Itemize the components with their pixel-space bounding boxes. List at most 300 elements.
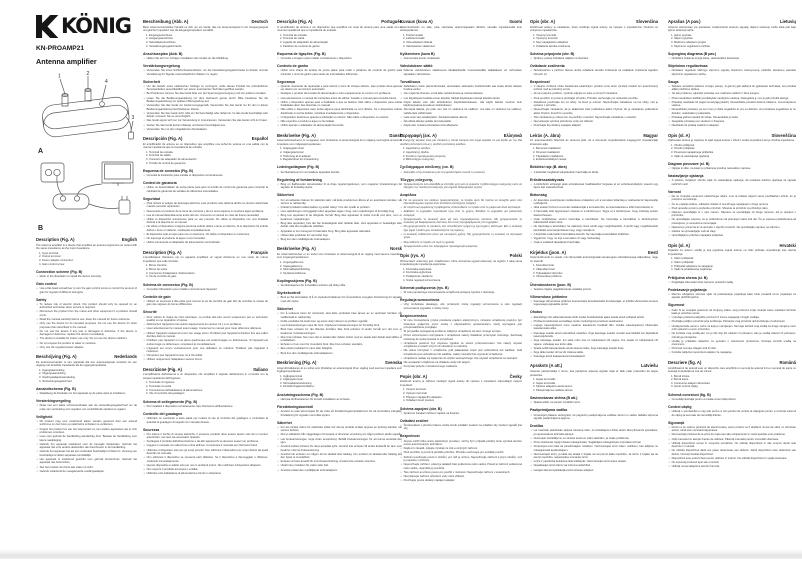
numbered-item: 1. Vhodni priključek — [674, 144, 796, 148]
subsection-heading: Schéma de connexion (Fig. B) — [143, 282, 193, 287]
subsection-heading: Segurança — [277, 79, 295, 84]
output-terminal-drawing — [85, 88, 91, 101]
section-title: Description (Fig. A) — [143, 249, 182, 255]
bullet-item: • Siekiant sumažinti elektros smūgio pavojų, šį gaminį gali atidaryti tik įgaliotasis technikas, kai prireikia atlikti priežiūros darbus. — [668, 85, 796, 92]
bullet-item: • Kasutage seadet ainult ettenähtud otstarbel. Ärge kasutage seadet muudel eesmärkidel kui kirjeldatud kasutusjuhendis. — [530, 332, 658, 339]
section-intro: Az antennaerősítő felerősíti az antenna jelét, és a bemeneti impedanciával megegyező impedanciájú kimenetre adja. — [530, 139, 658, 146]
bullet-item: • Apparatet er kun beregnet til indendørs brug. Brug ikke apparatet udendørs. — [277, 230, 402, 233]
section-intro: Antenneforstærkeren er et apparat, som forstærker et antennesignal til en udgang med signal af samme impedans som indgangsimpedansen. — [277, 139, 402, 146]
subsection-heading: Ühendusskeem (joon. B) — [530, 282, 572, 287]
language-section — [668, 360, 796, 469]
bullet-item: • Urządzenie powinno być używane zgodnie ze swoim przeznaczeniem. Nie należy używać urządzenia w celach innych niż określono w instrukcji. — [400, 342, 522, 349]
numbered-item: 4. Ovládacia skrutka zosilnenia — [536, 45, 658, 49]
section-title: Beschreibung (Abb. A) — [143, 19, 189, 24]
bullet-list — [530, 171, 658, 174]
bullet-item: • Před použitím si pozorně přečtěte příručku. Příručku uschovejte pro pozdější použití. — [400, 451, 522, 454]
bullet-item: • Lisez attentivement le manuel avant usage. Conservez le manuel pour toute référence ultérieure. — [143, 327, 268, 330]
subsection-heading: Biztonság — [530, 193, 547, 198]
bullet-item: • Seadme õigeks paigaldamiseks vaadake joonist. — [530, 288, 658, 291]
section-intro: Antennivahvistin on laite, joka vahvistaa antennisignaalin lähtöön samalla impedanssilla kuin tuloimpedanssi. — [400, 25, 522, 33]
bullet-list — [36, 404, 137, 411]
language-section — [400, 19, 522, 128]
bullet-list — [36, 392, 137, 395]
numbered-item: 3. Povezava napajalnega priključka — [674, 151, 796, 155]
subsection-heading: Styrkekontroll — [277, 291, 301, 296]
bullet-list — [400, 171, 522, 174]
numbered-part-list — [400, 388, 522, 403]
numbered-item: 1. Końcówka wejściowa — [406, 268, 522, 272]
bullet-list — [277, 183, 402, 190]
numbered-item: 4. Parafuso de controlo de ganho — [283, 45, 402, 49]
bullet-item: • Utilizzare solo l'adattatore di alimentazione fornito in dotazione. — [143, 472, 268, 475]
numbered-item: 4. Styrkekontrollskrue — [283, 272, 402, 276]
section-intro: Zosilňovač antény je zariadenie, ktoré zosilňuje signál antény na výstupe s impedanciou zhodnou so vstupnou impedanciou. — [530, 25, 658, 33]
bullet-item: • Norėdami tinkamai įrengti įtaisą, vadovaukitės iliustracija. — [668, 57, 796, 60]
figure-a-label: A — [38, 148, 44, 155]
bullet-item: • Brug ikke apparatet, hvis det har beskadigede eller defekte dele. Hvis apparatet er beskadiget eller defekt, skal det omgående udskiftes. — [277, 222, 402, 229]
bullet-item: • Lea el manual detenidamente antes del uso. Conserve el manual en caso de futura necesidad. — [143, 214, 268, 217]
section-header — [143, 250, 268, 255]
numbered-item: 4. Pastiprinājuma vadības skrūve — [536, 389, 658, 393]
bullet-item: • Læs vejledningen omhyggeligt inden apparatet tages i brug. Gem vejledningen til fremtidig brug. — [277, 210, 402, 213]
bullet-item: • Älä käytä laitetta, jos jokin sen osa on vioittunut tai viallinen. Jos laite on vioittunut tai viallinen, vaihda laite välittömästi. — [400, 108, 522, 115]
numbered-item: 4. Şurub control câştig — [674, 385, 796, 389]
language-section — [400, 253, 522, 369]
bullet-list — [400, 183, 522, 190]
section-title: Leírás (A. ábra) — [530, 132, 561, 138]
bullet-item: • Dra ut nätkabeln från vägguttaget och koppla ur all annan utrustning om något problem skulle uppstå. — [277, 433, 402, 436]
numbered-item: 3. Tápadapter csatlakozó — [536, 155, 658, 159]
bullet-list — [668, 195, 796, 238]
figure-a-drawing — [36, 71, 137, 147]
section-title: Kirjeldus (joon. A) — [530, 249, 566, 255]
bullet-list — [277, 199, 402, 242]
bullet-item: • Διαβάστε το εγχειρίδιο προσεκτικά πριν από τη χρήση. Φυλάξτε το εγχειρίδιο για μελλοντική αναφορά. — [400, 210, 522, 217]
bullet-item: • Utilizzare un cacciavite a testa piatta per ruotare la vite di controllo del guadagno e controllare la quantità di guadagno di segnali con intensità diverse. — [143, 417, 268, 424]
subsection-heading: Pastiprinājuma vadība — [530, 408, 568, 413]
language-section — [668, 133, 796, 238]
bullet-item: • Skatiet attēlu, lai pareizi uzstādītu ierīci. — [530, 401, 658, 404]
subsection-heading: Controlo de ganho — [277, 63, 309, 68]
bullet-item: • Utilice el dispositivo únicamente para su uso previsto. No utilice el dispositivo con una finalidad distinta a la descrita en el manual. — [143, 218, 268, 225]
bullet-item: • Saugokite prietaisą nuo vandens ir drėgmės. — [668, 120, 796, 123]
bullet-item: • Če se pojavijo težave, odklopite izdelek iz omrežnega napajanja in druge opreme. — [668, 203, 796, 206]
subsection-heading: Sigurnost — [668, 303, 685, 308]
bullet-item: • Verwenden Sie nur den mitgelieferten Netzadapter. — [143, 128, 268, 131]
section-header — [400, 19, 522, 24]
bullet-item: • Ikke bruk enheten hvis noen del er skadet eller defekt. Enhet med en skade eller defekt skal skiftes ut umiddelbart. — [277, 336, 402, 343]
language-name: Dansk — [389, 132, 402, 138]
bullet-item: • Ανατρέξτε στην απεικόνιση για να εγκαταστήσετε σωστά τη συσκευή. — [400, 171, 522, 174]
numbered-item: 3. Tilslutning af el-adapter — [283, 155, 402, 159]
bullet-item: • Probleemi tekkimisel eemaldage toode vooluvõrgust ja teistest seadmetest. — [530, 320, 658, 323]
tv-drawing — [102, 162, 133, 186]
bullet-item: • Citiţi manualul cu atenţie înainte de utilizare. Păstraţi manualul pentru consultări ulterioare. — [668, 438, 796, 441]
bullet-list — [530, 69, 658, 76]
bullet-item: • Bei Problemen trennen Sie das Gerät bitte von der Spannungsversorgung und von anderen Geräten. — [143, 92, 268, 95]
column-sections — [143, 19, 268, 476]
numbered-part-list — [400, 147, 522, 162]
bullet-item: • Toto zariadenie je určené len na použitie v interiéri. Nepoužívajte zariadenie v exteriéri. — [530, 116, 658, 119]
bullet-item: • Consultez l'illustration pour installer correctement l'appareil. — [143, 288, 268, 291]
bullet-item: • Only use the device for its intended purposes. Do not use the device for other purposes than described in the manual. — [36, 322, 137, 329]
figure-b-label: B — [38, 225, 44, 232]
bullet-item: • Gebruik het apparaat niet als een onderdeel beschadigd of defect is. Vervang een beschadigd of defect apparaat onmiddellijk. — [36, 450, 137, 457]
bullet-list — [668, 293, 796, 300]
bullet-item: • Käytä vain mukana toimitettua virta-adapteria. — [400, 124, 522, 127]
subsection-heading: Sicurezza — [143, 427, 160, 432]
subsection-heading: Schéma pripojenia (obr. B) — [530, 51, 575, 56]
numbered-part-list — [530, 147, 658, 162]
section-title: Descriere (fig. A) — [668, 359, 702, 365]
numbered-part-list — [668, 144, 796, 159]
numbered-part-list — [668, 257, 796, 272]
bullet-list — [277, 171, 402, 174]
numbered-item: 4. Erősítésszabályzó csavar — [536, 158, 658, 162]
subsection-heading: Schema di collegamento (Fig. B) — [143, 399, 198, 404]
bullet-item: • Prietaisą galima naudoti tik viduje. Nenaudokite jo lauke. — [668, 116, 796, 119]
bullet-item: • Nie wolno korzystać z urządzenia, jeśli jakakolwiek część jest uszkodzona lub wadliwa. Jeśli urządzenie jest uszkodzone lub wadliwe, należy niezwłocznie wymienić urządzenie. — [400, 349, 522, 356]
bullet-item: • The device is suitable for indoor use only. Do not use the device outdoors. — [36, 337, 137, 340]
bullet-item: • Read the manual carefully before use. Keep the manual for future reference. — [36, 318, 137, 321]
subsection-heading: Priključna shema (sl. B) — [668, 275, 708, 280]
section-header — [277, 246, 402, 251]
section-title: Opis (sl. A) — [668, 132, 690, 138]
bullet-item: • Para reducir el peligro de descarga eléctrica, este producto sólo debería abrirlo un técnico autorizado cuando necesite reparación. — [143, 202, 268, 209]
column-fi-el-pl-cs — [400, 14, 522, 483]
section-header — [277, 133, 402, 138]
subsection-heading: Ledningsdiagram (Fig. B) — [277, 165, 320, 170]
section-intro: Wzmacniacz antenowy jest urządzeniem, które wzmacnia sygnał antenowy na wyjściu z taką samą impedancją jak impedancja wejściowa. — [400, 259, 522, 267]
model-number: KN-PROAMP21 — [36, 45, 84, 52]
bullet-list — [277, 57, 402, 60]
bullet-item: • Quando necessitar de reparação e para reduzir o risco de choque elétrico, este produto deve apenas ser aberto por um técnico autorizado. — [277, 85, 402, 92]
numbered-item: 1. Terminal de entrada — [149, 151, 268, 155]
numbered-item: 4. Vijak za nastavljanje ojačanja — [674, 155, 796, 159]
subsection-heading: Bezpečnosť — [530, 79, 551, 84]
language-name: Nederlands — [114, 354, 137, 360]
numbered-part-list — [143, 34, 268, 49]
subsection-heading: Bezpečnost — [400, 434, 420, 439]
bullet-item: • Ärge jätke toodet vihma või niiskuse kätte. — [530, 351, 658, 354]
bullet-item: • Använd en platt skruvmejsel för att vrida på förstärkningskontrollskruven för att kontrollera mängden förstärkning för signaler med olika styrkor. — [277, 410, 402, 417]
numbered-part-list — [277, 147, 402, 162]
bullet-item: • Sähköiskun riskin pienentämiseksi, ainoastaan valtuutettu huoltohenkilö saa avata tämän laitteen huoltoa varten. — [400, 85, 522, 92]
bullet-item: • Nepoužívajte zariadenie, ak je akákoľvek časť poškodená alebo chybná. Ak je zariadenie poškodené alebo chybné, ihneď ho vymeňte. — [530, 108, 658, 115]
konig-k-mark-icon — [36, 15, 59, 38]
bullet-item: • Użyj śrubokręta płaskiego, aby przekręcić śrubę regulacji wzmocnienia w celu regulacji wzmocnienia sygnałów o różnej mocy. — [400, 303, 522, 310]
numbered-part-list — [277, 375, 402, 390]
bullet-item: • Débranchez l'appareil et les autres équipements du secteur s'il y a un problème. — [143, 323, 268, 326]
numbered-item: 1. Ieejas terminālis — [536, 378, 658, 382]
subsection-heading: Nastavljanje ojačanja — [668, 174, 704, 179]
subsection-heading: Schemat podłączenia (rys. B) — [400, 285, 449, 290]
section-header — [668, 19, 796, 24]
numbered-item: 4. Förstärkningskontrollskruv — [283, 385, 402, 389]
bullet-list — [400, 412, 522, 415]
figure-a — [36, 71, 137, 155]
subsection-heading: Seguridad — [143, 196, 161, 201]
bullet-item: • Das Gerät eignet sich nur zur Verwendung in Innenräumen. Verwenden Sie das Gerät nicht im Freien. — [143, 119, 268, 122]
numbered-item: 2. Terminale di uscita — [149, 385, 268, 389]
bullet-item: • For at nedsætte risikoen for elektrisk stød, må dette produkt kun åbnes af en autoriseret tekniker, når service er nødvendig. — [277, 199, 402, 206]
language-name: Ελληνικά — [503, 132, 522, 138]
bullet-item: • Verwenden Sie einen Schlitzschraubendreher, um die Verstärkungsregelschraube zu drehen und die Verstärkung für Signale unterschiedlicher Stärken zu regeln. — [143, 69, 268, 76]
bullet-item: • Läs bruksanvisningen noga innan användning. Behåll bruksanvisningen för att kunna använda den igen. — [277, 438, 402, 445]
section-intro: El amplificador de antena es un dispositivo que amplifica una señal de antena en una salida con la misma impedancia que la impedancia de entrada. — [143, 142, 268, 150]
bullet-item: • Udsæt ikke produktet for vand eller fugt. — [277, 234, 402, 237]
section-intro: De antenneversterker is een apparaat dat een antennesignaal versterkt tot een uitgang met dezelfde impedantie als de ingangsimpedantie. — [36, 360, 137, 368]
bullet-item: • Utilize o dispositivo apenas para a finalidade a que se destina. Não utilize o dispositivo para outras finalidades além das descritas no manual. — [277, 101, 402, 108]
bullet-item: • Nenaudokite prietaiso, jei kuri nors jo dalis sugadinta ar yra su defektu. Jei prietaisas sugadintas ar su defektu, nedelsdami jį pakeiskite. — [668, 108, 796, 115]
column-de-es-fr-it — [143, 14, 268, 476]
bullet-list — [400, 319, 522, 369]
bullet-list — [530, 85, 658, 128]
language-name: Deutsch — [251, 19, 268, 24]
section-header — [400, 374, 522, 379]
bullet-item: • Nepakļaujiet ierīci ūdens vai mitruma iedarbībai. — [530, 464, 658, 467]
bullet-item: • O dispositivo destina-se apenas a utilização no interior. Não utilize o dispositivo no exterior. — [277, 116, 402, 119]
numbered-item: 3. Maitinimo adapterio jungtis — [674, 41, 796, 45]
bullet-item: • Pentru a se reduce pericolul de electrocutare, acest produs va fi desfăcut numai de către un tehnician avizat, când este necesară depanarea. — [668, 426, 796, 433]
bullet-list — [143, 174, 268, 177]
numbered-item: 1. Ingangsaansluiting — [42, 369, 137, 373]
column-sk-hu-et-lv — [530, 14, 658, 473]
language-section — [143, 136, 268, 245]
numbered-item: 2. Išėjimo gnybtas — [674, 37, 796, 41]
bullet-item: • Lees voor gebruik de handleiding aandachtig door. Bewaar de handleiding voor latere raadpleging. — [36, 435, 137, 442]
section-title: Beschrijving (Fig. A) — [36, 354, 77, 360]
bullet-list — [277, 398, 402, 401]
bullet-item: • Se illustrationen for at installere apparatet korrekt. — [277, 171, 402, 174]
bullet-item: • Przed rozpoczęciem korzystania z urządzenia należy dokładnie przeczytać instrukcję. Zachowaj instrukcję do wykorzystania w przyszłości. — [400, 334, 522, 341]
subsection-heading: Sécurité — [143, 310, 157, 315]
figure-b-drawing — [36, 160, 137, 224]
bullet-item: • Abyste snížili riziko úrazu elektrickým proudem, měl by být v případě potřeby tento výrobek otevřen pouze autorizovaným technikem. — [400, 440, 522, 447]
bullet-item: • Kasutage ainult kaasasolevat toiteadapterit. — [530, 355, 658, 358]
bullet-list — [668, 85, 796, 128]
bullet-item: • Only use the supplied power adapter. — [36, 346, 137, 349]
language-name: Česky — [509, 373, 522, 379]
section-intro: L'amplificatore dell'antenna è un dispositivo che amplifica il segnale dell'antenna in un'uscita con la stessa impedenza dell'ingresso. — [143, 373, 268, 380]
section-header — [400, 133, 522, 138]
bullet-item: • Izmantojiet plakanu skrūvgriezi, lai pagrieztu pastiprinājuma vadības skrūvi un vadītu dažāda stipruma signālu pastiprinājuma apjomu. — [530, 414, 658, 421]
bullet-item: • Não exponha o produto à água ou humidade. — [277, 120, 402, 123]
bullet-list — [143, 57, 268, 60]
figure-b — [36, 160, 137, 232]
bullet-item: • Proizvod nemojte izlagati vodi ili vlazi. — [668, 347, 796, 350]
bullet-item: • No utilice el dispositivo si alguna pieza ha sufrido daños o tiene un defecto. Si el dispositivo ha sufrido daños o tiene un defecto, sustitúyalo inmediatamente. — [143, 225, 268, 232]
section-intro: En antenneforsterker er en enhet som forsterker et antennesignal til en utgang med samme impedans som inngangsimpedansen. — [277, 252, 402, 260]
callout-1: 1 — [58, 73, 61, 80]
numbered-item: 1. Input terminal — [42, 252, 137, 256]
bullet-item: • Zariadenie používajte len na účely, na ktoré je určené. Nepoužívajte zariadenie na iné účely, než je opísané v príručke. — [530, 101, 658, 108]
bullet-list — [530, 414, 658, 421]
section-title: Aprašas (A pav.) — [668, 19, 701, 24]
bullet-item: • Az áramütés veszélyének csökkentése érdekében ezt a terméket kizárólag a márkaszerviz képviselője nyithatja fel. — [530, 199, 658, 206]
section-title: Opis (rys. A) — [400, 253, 425, 259]
bullet-item: • Gebruik uitsluitend de meegeleverde voedingsadapter. — [36, 470, 137, 473]
bullet-item: • Utilize apenas o adaptador de alimentação fornecido. — [277, 124, 402, 127]
numbered-item: 1. Įėjimo gnybtas — [674, 34, 796, 38]
section-title: Descrizione (Fig. A) — [143, 366, 182, 372]
subsection-heading: Turvallisuus — [400, 79, 421, 84]
bullet-item: • Use a flat-head screwdriver to turn the gain control screw to control the amount of gain for signals of different strengths. — [36, 287, 137, 294]
bullet-list — [668, 398, 796, 401]
bullet-item: • Χρησιμοποιήστε ένα κατσαβίδι με επίπεδη μύτη για να γυρίσετε τη βίδα ελέγχου ενίσχυσης ώστε να ελέγχετε την ποσότητα ενίσχυσης για σήματα διαφορετικής ισχύος. — [400, 183, 522, 190]
section-title: Popis (obr. A) — [400, 373, 428, 379]
section-header — [277, 360, 402, 365]
bullet-item: • U slučaju problema isključite proizvod iz izvora napajanja i drugih uređaja. — [668, 316, 796, 319]
language-name: Hrvatski — [779, 242, 796, 248]
section-intro: Ojačevalec antene je naprava, ki ojači signal antene v izhod z enako impedanco kot je vhodna impedanca. — [668, 139, 795, 143]
section-header — [143, 19, 268, 24]
bullet-item: • Hiba esetén húzza ki a termék csatlakozóját a konnektorból, és áramtalanítsa a többi berendezést is. — [530, 206, 658, 209]
language-section — [530, 250, 658, 359]
numbered-item: 3. Připojení napájecího adaptéru — [406, 396, 522, 400]
bullet-item: • Questo dispositivo è adatto solo per uso in ambienti interni. Non utilizzare il dispositivo all'aperto. — [143, 464, 268, 467]
subsection-heading: Sicherheit — [143, 79, 160, 84]
bullet-item: • Använd endast den medföljande strömadaptern. — [277, 469, 402, 472]
section-header — [530, 363, 658, 368]
numbered-part-list — [143, 264, 268, 279]
bullet-item: • Utilizaţi o şurubelniţă cu cap plat pentru a roti şurubul de control al câştigului pentru a controla volumul de câştig la semnale de intensităţi diferite. — [668, 410, 796, 417]
bullet-item: • S ploskim izvijačem obrnite vijak za nastavljanje ojačanja, da nastavite količino ojačanja za signale različnih moči. — [668, 179, 796, 186]
bullet-item: • Använd endast enheten för dess avsedda syfte. Använd inte enheten till andra ändamål än dem som beskrivs i denna bruksanvisning. — [277, 445, 402, 452]
bullet-item: • Hänvisa till illustrationen för korrekt installation av enheten. — [277, 398, 402, 401]
bullet-item: • Ravnim odvijačem okrenite vijak za podešavanje pojačanja kako biste postavili iznos pojačanja za signale različitih jačina. — [668, 293, 796, 300]
bullet-item: • Nepoužívejte zařízení, pokud je jakákoli část poškozená nebo vadná. Pokud je zařízení poškozené nebo vadné, okamžitě jej vyměňte. — [400, 463, 522, 470]
bullet-item: • L'appareil est conçu exclusivement pour une utilisation en intérieur. N'utilisez pas l'appareil à l'extérieur. — [143, 347, 268, 354]
bullet-item: • Naprava je primerna le za uporabo v zaprtih prostorih. Ne uporabljajte naprave na odprtem. — [668, 226, 796, 229]
bullet-item: • Per ridurre il rischio di scosse elettriche, il presente prodotto deve essere aperto solo da un tecnico autorizzato, nel caso sia necessario ripararlo. — [143, 433, 268, 440]
bullet-item: • Η συσκευή ενδείκνυται μόνο για εσωτερική χρήση. Μη χρησιμοποιείτε τη συσκευή σε εξωτερικό χώρο. — [400, 233, 522, 240]
bullet-item: • Neizmantojiet ierīci, ja kāda tās detaļa ir bojāta vai tai piemīt kāda nepilnība. Ja ierīce ir bojāta vai tai piemīt nepilnība, nekavējoties nomainiet ierīci. — [530, 453, 658, 460]
language-name: Italiano — [253, 366, 268, 372]
bullet-item: • Για να μειώσετε τον κίνδυνο ηλεκτροπληξίας, το προϊόν αυτό θα πρέπει να ανοιχθεί μόνο από εξουσιοδοτημένο τεχνικό όταν απαιτείται συντήρηση (σέρβις). — [400, 199, 522, 206]
section-header — [530, 19, 658, 24]
bullet-item: • V záujme zníženia rizika zasiahnutia elektrickým prúdom smie tento výrobok otvárať len autorizovaný technik, keď je potrebný servis. — [530, 85, 658, 92]
bullet-list — [143, 405, 268, 408]
subsection-heading: Schemă conexiuni (fig. B) — [668, 392, 711, 397]
numbered-item: 3. Virta-adapterin liitäntä — [406, 41, 522, 45]
numbered-item: 4. Βίδα ελέγχου ενίσχυσης — [406, 158, 522, 162]
subsection-heading: Esquema de conexión (Fig. B) — [143, 168, 193, 173]
bullet-list — [143, 300, 268, 307]
bullet-item: • Pour réduire le risque de choc électrique, ce produit doit être ouvert uniquement par un technicien qualifié si une réparation s'impose. — [143, 316, 268, 323]
bullet-list — [400, 85, 522, 128]
bullet-item: • Vigyázzon, hogy ne érje a terméket víz vagy nedvesség. — [530, 237, 658, 240]
bullet-item: • Bruk kun den medfølgende strømadapteren. — [277, 352, 402, 355]
language-section — [400, 133, 522, 249]
bullet-item: • Dit product mag voor onderhoud alleen worden geopend door een erkend technicus om het risico op elektrische schokken te verkleinen. — [36, 420, 137, 427]
numbered-item: 3. Connexion d'adaptateur d'alimentation — [149, 272, 268, 276]
bullet-list — [143, 202, 268, 245]
numbered-item: 2. Ακροδέκτης εξόδου — [406, 151, 522, 155]
bullet-list — [668, 281, 796, 284]
bullet-item: • Správny postup inštalácie nájdete na ilustrácii. — [530, 57, 658, 60]
numbered-item: 1. Ακροδέκτης εισόδου — [406, 147, 522, 151]
bullet-item: • W celu poprawnego zamontowania urządzenia postępuj zgodnie z ilustracją. — [400, 291, 522, 294]
language-name: Magyar — [643, 132, 658, 138]
input-cable-drawing — [57, 176, 63, 196]
language-section — [277, 246, 402, 355]
wall-outlet-drawing — [41, 163, 64, 182]
bullet-item: • Consulte a imagem para instalar corretamente o dispositivo. — [277, 57, 402, 60]
bullet-list — [143, 186, 268, 193]
konig-logo — [36, 15, 137, 38]
subsection-heading: Drošība — [530, 424, 544, 429]
numbered-part-list — [143, 381, 268, 396]
numbered-item: 2. Výstupný terminál — [536, 37, 658, 41]
bullet-item: • Halten Sie sich zur richtigen Installation des Geräts an die Abbildung. — [143, 57, 268, 60]
section-intro: Antenos stiprintuvas yra prietaisas, sustiprinantis antenos signalą; išėjimo tariamoji varža tokia pati kaip įėjimo tariamoji varža. — [668, 25, 796, 33]
subsection-heading: Regulering af forstærkning — [277, 177, 322, 182]
subsection-heading: Bekötési rajz (B. ábra) — [530, 165, 567, 170]
bullet-item: • Enheten er kun ment for innendørs bruk. Ikke bruk enheten utendørs. — [277, 343, 402, 346]
numbered-item: 4. Ovládací šroub zesílení — [406, 399, 522, 403]
bullet-item: • Lugege kasutusjuhend enne seadme kasutamist hoolikalt läbi. Hoidke kasutusjuhend hilisemaks kasutamiseks alles. — [530, 324, 658, 331]
bullet-item: • Koppel het product los van het stopcontact en van andere apparatuur als er zich problemen voordoen. — [36, 428, 137, 435]
bullet-item: • Zařízení používejte pouze k účelům, pro něž je určeno. Nepoužívejte zařízení k jiným účelům, než je popsáno v příručce. — [400, 456, 522, 463]
subsection-heading: Control de ganancia — [143, 181, 177, 186]
bullet-item: • Napravo uporabljajte le v njen namen. Naprave ne uporabljajte za druge namene, kot je opisano v priročniku. — [668, 211, 796, 218]
numbered-part-list — [36, 369, 137, 384]
bullet-item: • Σε περίπτωση εμφάνισης προβλήματος αποσυνδέστε το προϊόν από το ρεύμα και άλλο εξοπλισμό. — [400, 206, 522, 209]
bullet-item: • Utilisez uniquement l'adaptateur secteur fourni. — [143, 358, 268, 361]
bullet-item: • No exponga el producto al agua ni a la humedad. — [143, 237, 268, 240]
bullet-item: • Používajte iba dodaný napájací adaptér. — [530, 124, 658, 127]
numbered-item: 2. Utgångsterminal — [283, 378, 402, 382]
bullet-item: • Älä altista laitetta vedelle tai kosteudelle. — [400, 120, 522, 123]
numbered-item: 1. Terminal de entrada — [283, 34, 402, 38]
numbered-part-list — [530, 34, 658, 49]
bullet-list — [400, 291, 522, 294]
bullet-item: • Deconectaţi produsul de la priza de reţea sau alte echipamente în cazul apariţiei unei probleme. — [668, 433, 796, 436]
bullet-item: • Pogledajte sliku kako biste ispravno postavili uređaj. — [668, 281, 796, 284]
numbered-item: 3. Σύνδεση προσαρμογέα ρεύματος — [406, 155, 522, 159]
bullet-item: • Pred uporabo pozorno preberite priročnik. Shranite ta priročnik za prihodnjo rabo. — [668, 207, 796, 210]
bullet-item: • Používejte pouze dodaný napájecí adaptér. — [400, 479, 522, 482]
section-title: Περιγραφή (εικ. A) — [400, 132, 437, 138]
bullet-item: • Urządzenie nadaje się wyłącznie do użytku wewnętrznego. Nie używać urządzenia na zewnątrz. — [400, 357, 522, 360]
numbered-item: 4. Võimenduse juhtkruvi — [536, 275, 658, 279]
bullet-item: • Šroubovákem s plochou hlavou otočte šroub ovládání zesílení na ovládání síly zesílení signálů jiné síly. — [400, 424, 522, 431]
language-name: Eesti — [647, 249, 658, 255]
numbered-item: 1. Terminale di ingresso — [149, 381, 268, 385]
numbered-item: 1. Vstupný terminál — [536, 34, 658, 38]
section-title: Kuvaus (kuva A) — [400, 19, 433, 24]
section-title: Beskrivning (Fig. A) — [277, 359, 317, 365]
bullet-list — [277, 69, 402, 76]
subsection-heading: Erősítésszabályozás — [530, 177, 565, 182]
bullet-list — [143, 433, 268, 476]
numbered-item: 2. Terminal de saída — [283, 37, 402, 41]
page-edge-shadow — [0, 549, 802, 559]
numbered-part-list — [530, 264, 658, 279]
bullet-list — [400, 199, 522, 249]
language-section — [668, 19, 796, 128]
bullet-item: • Gebruik het apparaat uitsluitend voor de beoogde doeleinden. Gebruik het apparaat niet voor andere doeleinden dan beschreven in de handleiding. — [36, 443, 137, 450]
bullet-item: • Draai met een platte schroevendraaier aan de versterkingsregelschroef om de mate van versterking voor signalen van verschillende sterktes te regelen. — [36, 404, 137, 411]
numbered-item: 1. Vstupní terminál — [406, 388, 522, 392]
column-sections — [668, 19, 796, 469]
bullet-list — [530, 300, 658, 307]
bullet-item: • Μην εκθέτετε το προϊόν σε νερό ή υγρασία. — [400, 241, 522, 244]
language-name: Français — [250, 249, 268, 255]
numbered-item: 3. Strāvas adaptera savienojums — [536, 385, 658, 389]
subsection-heading: Siguranţă — [668, 420, 685, 425]
